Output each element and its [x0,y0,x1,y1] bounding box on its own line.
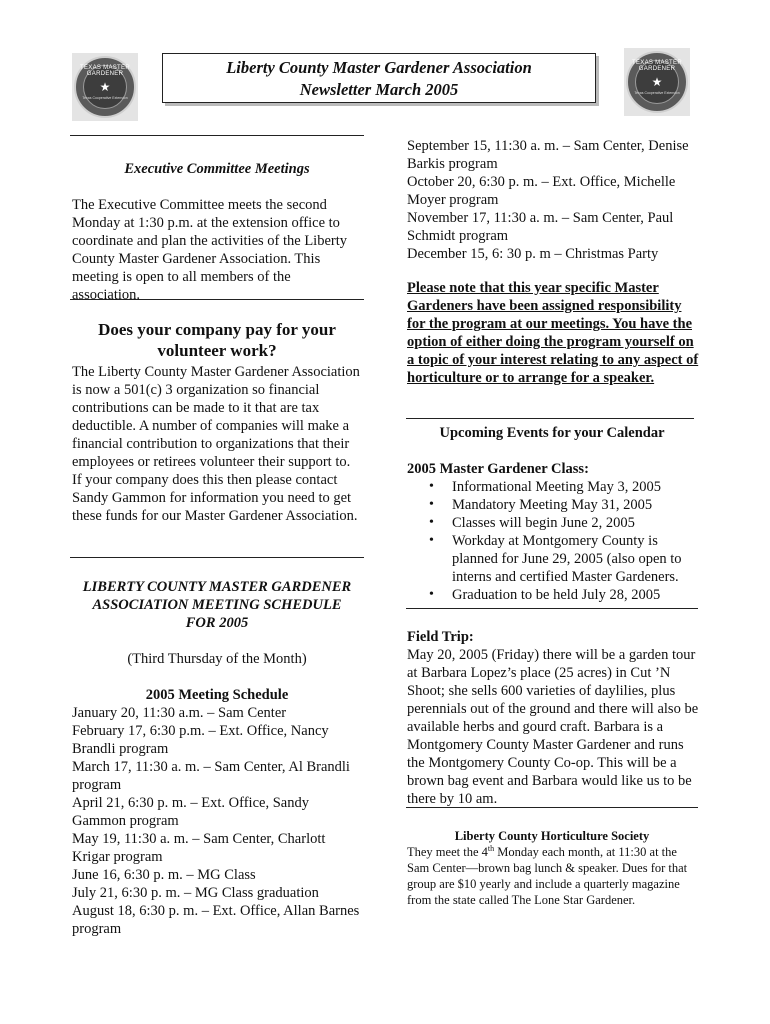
schedule-item: July 21, 6:30 p. m. – MG Class graduation [72,885,319,901]
horticulture-section [407,828,697,908]
bullet-icon: • [429,479,434,494]
volunteer-section [72,319,362,525]
right-logo-text: TEXAS MASTER GARDENER [632,60,682,72]
schedule-item: October 20, 6:30 p. m. – Ext. Office, Michelle Moyer program [407,174,676,208]
left-logo-text: TEXAS MASTER GARDENER [80,65,130,77]
title-line-1: Liberty County Master Gardener Association [226,58,532,77]
left-logo-subtext: Texas Cooperative Extension [82,96,128,100]
right-logo [624,48,690,116]
horticulture-body-sup: th [487,843,495,853]
events-heading: Upcoming Events for your Calendar [439,425,665,441]
schedule-subheading: (Third Thursday of the Month) [127,651,307,667]
field-trip-body: May 20, 2005 (Friday) there will be a garden tour at Barbara Lopez’s place (25 acres) in Cut ’N Shoot; she sells 600 varieties of daylilies, plus perennials out of the ground and there will also be available herbs and gourd craft. Barbara is a Montgomery County Master Gardener and runs the Montgomery County Co-op. This will be a brown bag event and Barbara would like us to be there by 10 am. [407,647,699,807]
event-text: Mandatory Meeting May 31, 2005 [452,497,653,513]
schedule-item: April 21, 6:30 p. m. – Ext. Office, Sandy Gammon program [72,795,309,829]
exec-body: The Executive Committee meets the second Monday at 1:30 p.m. at the extension office to coordinate and plan the activities of the Liberty County Master Gardener Association. This meeting is open to all members of the association. [72,197,347,303]
schedule-item: December 15, 6: 30 p. m – Christmas Party [407,246,659,262]
list-item [407,478,697,496]
class-events-list [407,478,697,604]
bullet-icon: • [429,533,434,548]
bullet-icon: • [429,497,434,512]
class-title: 2005 Master Gardener Class: [407,461,589,477]
list-item [407,586,697,604]
divider [406,807,698,808]
program-note-section [407,279,699,387]
texas-star-icon: ★ [651,75,663,89]
divider [406,418,694,419]
schedule-item: June 16, 6:30 p. m. – MG Class [72,867,256,883]
horticulture-title: Liberty County Horticulture Society [454,829,650,843]
schedule-heading: LIBERTY COUNTY MASTER GARDENER ASSOCIATION MEETING SCHEDULE FOR 2005 [82,579,352,631]
event-text: Classes will begin June 2, 2005 [452,515,635,531]
schedule-item: November 17, 11:30 a. m. – Sam Center, Paul Schmidt program [407,210,674,244]
schedule-item: May 19, 11:30 a. m. – Sam Center, Charlott Krigar program [72,831,326,865]
schedule-continued [407,137,699,263]
schedule-list-title: 2005 Meeting Schedule [145,687,289,703]
horticulture-body [407,844,697,908]
newsletter-title [162,53,596,103]
exec-heading: Executive Committee Meetings [124,161,310,177]
title-line-2: Newsletter March 2005 [299,80,459,99]
horticulture-body-text: They meet the 4 [407,845,488,859]
horticulture-body-text: Monday each month, at 11:30 at the Sam Center—brown bag lunch & speaker. Dues for that group are $10 yearly and include a quarterly magazine from the state called The Lone Star Gardener. [407,845,688,907]
schedule-section [72,578,362,938]
left-logo [72,53,138,121]
event-text: Workday at Montgomery County is planned for June 29, 2005 (also open to interns and certified Master Gardeners. [452,533,682,585]
events-section [407,424,697,604]
bullet-icon: • [429,587,434,602]
texas-star-icon: ★ [99,80,111,94]
schedule-item: February 17, 6:30 p.m. – Ext. Office, Nancy Brandli program [72,723,329,757]
schedule-item: September 15, 11:30 a. m. – Sam Center, Denise Barkis program [407,138,689,172]
list-item [407,532,697,586]
field-trip-section [407,628,699,808]
field-trip-title: Field Trip: [407,629,474,645]
schedule-item: August 18, 6:30 p. m. – Ext. Office, Allan Barnes program [72,903,360,937]
list-item [407,496,697,514]
right-logo-subtext: Texas Cooperative Extension [634,91,680,95]
schedule-item: January 20, 11:30 a.m. – Sam Center [72,705,287,721]
divider [70,135,364,136]
divider [70,299,364,300]
divider [406,608,698,609]
schedule-item: March 17, 11:30 a. m. – Sam Center, Al Brandli program [72,759,350,793]
bullet-icon: • [429,515,434,530]
program-note: Please note that this year specific Master Gardeners have been assigned responsibility for the program at our meetings. You have the option of either doing the program yourself on a topic of your interest relating to any aspect of horticulture or to arrange for a speaker. [407,280,699,386]
event-text: Graduation to be held July 28, 2005 [452,587,661,603]
exec-committee-section [72,160,362,304]
event-text: Informational Meeting May 3, 2005 [452,479,661,495]
volunteer-body: The Liberty County Master Gardener Association is now a 501(c) 3 organization so financial contributions can be made to it that are tax deductible. A number of companies will make a financial contribution to organizations that their employees or retirees volunteer their support to. If your company does this then please contact Sandy Gammon for information you need to get these funds for our Master Gardener Association. [72,364,360,524]
volunteer-heading: Does your company pay for your volunteer work? [98,320,336,360]
list-item [407,514,697,532]
divider [70,557,364,558]
